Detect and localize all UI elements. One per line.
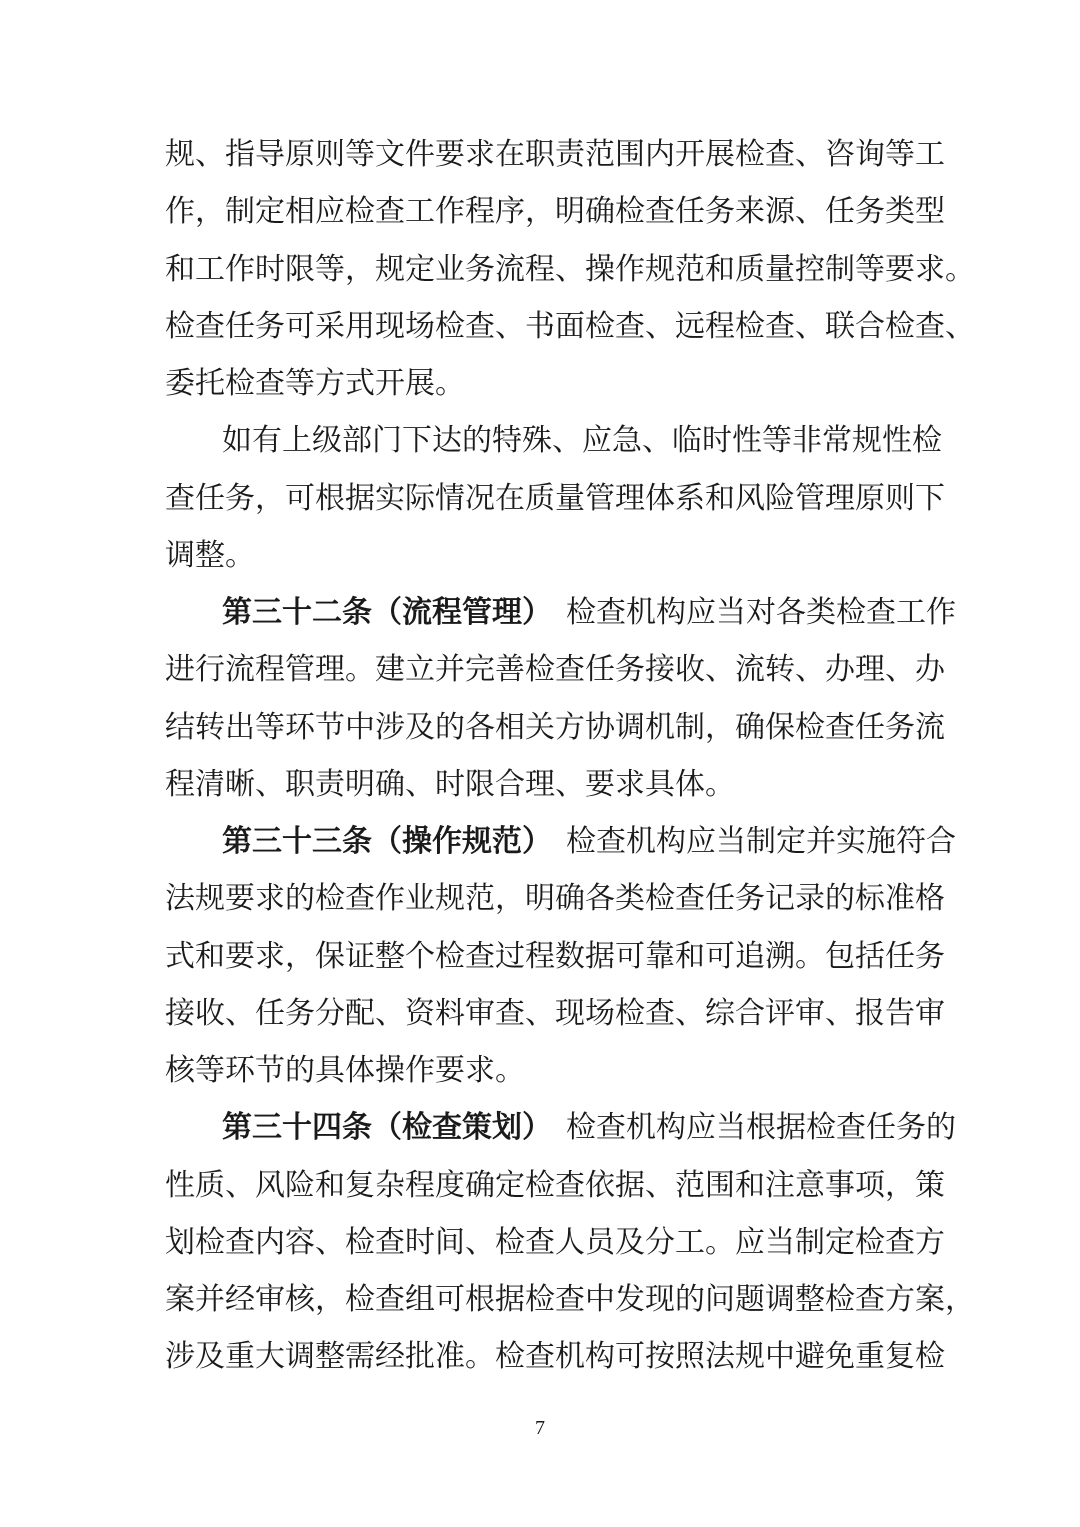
article-34-first-line: [222, 1108, 956, 1148]
article-heading: 第三十二条（流程管理）: [222, 595, 552, 630]
body-text-line: 委托检查等方式开展。: [165, 366, 465, 401]
body-text-line: 进行流程管理。建立并完善检查任务接收、流转、办理、办: [165, 652, 945, 687]
body-text-line: 和工作时限等，规定业务流程、操作规范和质量控制等要求。: [165, 252, 975, 287]
article-heading: 第三十四条（检查策划）: [222, 1110, 552, 1145]
body-text: 检查机构应当制定并实施符合: [566, 824, 956, 859]
article-33-first-line: [222, 822, 956, 862]
page-number: 7: [535, 1417, 545, 1439]
body-text-line: 规、指导原则等文件要求在职责范围内开展检查、咨询等工: [165, 137, 945, 172]
body-text-line: 查任务，可根据实际情况在质量管理体系和风险管理原则下: [165, 481, 945, 516]
article-32-first-line: [222, 593, 956, 633]
body-text-line: 法规要求的检查作业规范，明确各类检查任务记录的标准格: [165, 881, 945, 916]
body-text-line: 接收、任务分配、资料审查、现场检查、综合评审、报告审: [165, 996, 945, 1031]
body-text-line: 如有上级部门下达的特殊、应急、临时性等非常规性检: [222, 423, 942, 458]
body-text: 检查机构应当根据检查任务的: [566, 1110, 956, 1145]
body-text-line: 涉及重大调整需经批准。检查机构可按照法规中避免重复检: [165, 1339, 945, 1374]
body-text-line: 性质、风险和复杂程度确定检查依据、范围和注意事项，策: [165, 1168, 945, 1203]
body-text-line: 结转出等环节中涉及的各相关方协调机制，确保检查任务流: [165, 710, 945, 745]
body-text-line: 程清晰、职责明确、时限合理、要求具体。: [165, 767, 735, 802]
body-text-line: 检查任务可采用现场检查、书面检查、远程检查、联合检查、: [165, 309, 975, 344]
article-heading: 第三十三条（操作规范）: [222, 824, 552, 859]
body-text: 检查机构应当对各类检查工作: [566, 595, 956, 630]
body-text-line: 式和要求，保证整个检查过程数据可靠和可追溯。包括任务: [165, 939, 945, 974]
body-text-line: 划检查内容、检查时间、检查人员及分工。应当制定检查方: [165, 1225, 945, 1260]
body-text-line: 调整。: [165, 538, 255, 573]
body-text-line: 核等环节的具体操作要求。: [165, 1053, 525, 1088]
body-text-line: 作，制定相应检查工作程序，明确检查任务来源、任务类型: [165, 194, 945, 229]
body-text-line: 案并经审核，检查组可根据检查中发现的问题调整检查方案，: [165, 1282, 975, 1317]
